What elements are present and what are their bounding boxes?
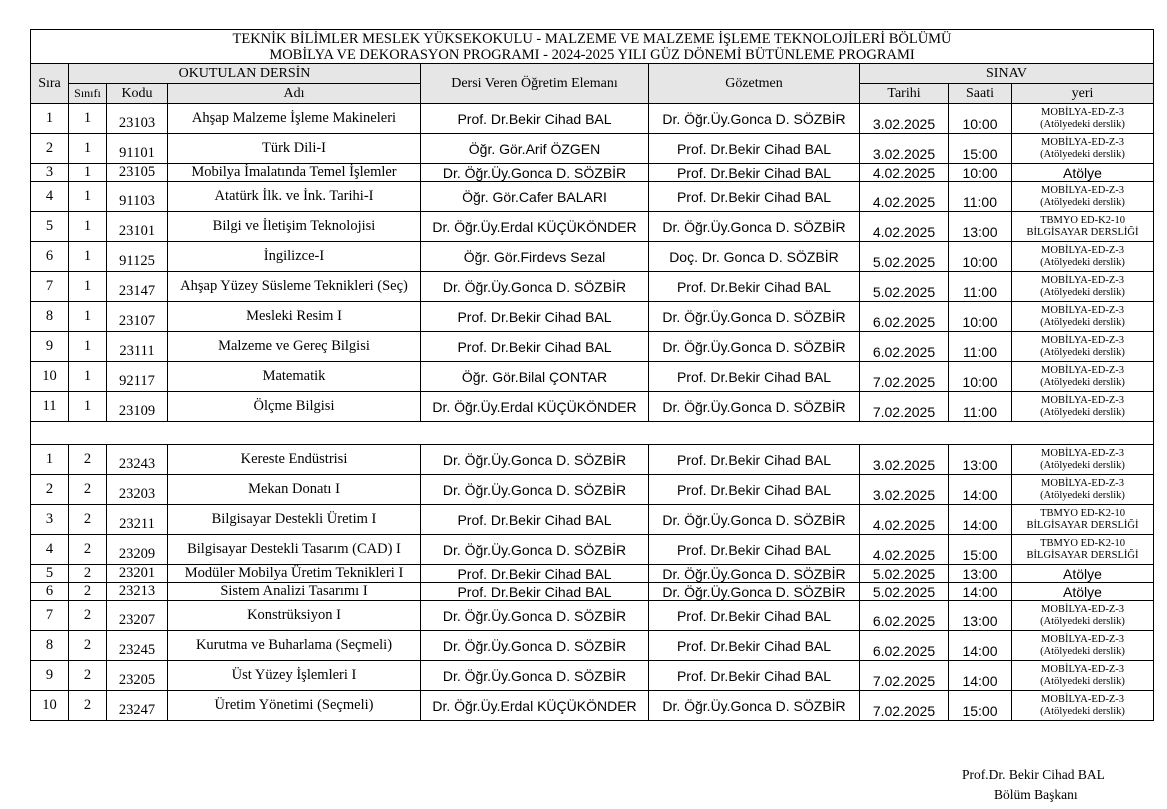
table-row [31,302,1154,332]
table-spacer [31,422,1154,445]
yer-line-2: (Atölyedeki derslik) [1040,489,1125,501]
cell-tarih: 6.02.2025 [860,601,949,631]
cell-ders-adi: Bilgi ve İletişim Teknolojisi [168,212,421,242]
cell-tarih: 3.02.2025 [860,134,949,164]
table-row [31,392,1154,422]
table-row [31,104,1154,134]
cell-gozetmen: Dr. Öğr.Üy.Gonca D. SÖZBİR [649,302,860,332]
cell-saat: 15:00 [949,535,1012,565]
cell-sinif: 2 [69,691,107,721]
cell-ogretim-elemani: Dr. Öğr.Üy.Erdal KÜÇÜKÖNDER [421,392,649,422]
cell-saat: 14:00 [949,475,1012,505]
cell-kod: 23213 [107,583,168,601]
table-row [31,631,1154,661]
cell-kod: 91125 [107,242,168,272]
cell-gozetmen: Prof. Dr.Bekir Cihad BAL [649,535,860,565]
cell-gozetmen: Dr. Öğr.Üy.Gonca D. SÖZBİR [649,392,860,422]
cell-gozetmen: Dr. Öğr.Üy.Gonca D. SÖZBİR [649,212,860,242]
cell-sira: 4 [31,535,69,565]
cell-yer [1012,445,1154,475]
signature-block [962,765,1142,805]
yer-line-1: MOBİLYA-ED-Z-3 [1041,136,1124,148]
cell-sinif: 1 [69,134,107,164]
yer-line-2: (Atölyedeki derslik) [1040,316,1125,328]
header-sinifi: Sınıfı [69,84,107,104]
yer-line-1: MOBİLYA-ED-Z-3 [1041,334,1124,346]
cell-tarih: 5.02.2025 [860,583,949,601]
cell-saat: 10:00 [949,302,1012,332]
header-sira: Sıra [31,64,69,104]
table-row [31,601,1154,631]
cell-kod: 23103 [107,104,168,134]
cell-sira: 2 [31,134,69,164]
cell-sira: 11 [31,392,69,422]
cell-kod: 23205 [107,661,168,691]
cell-sinif: 1 [69,164,107,182]
yer-line-1: Atölye [1063,583,1102,600]
yer-line-2: (Atölyedeki derslik) [1040,705,1125,717]
cell-yer [1012,583,1154,601]
cell-yer [1012,601,1154,631]
cell-gozetmen: Dr. Öğr.Üy.Gonca D. SÖZBİR [649,104,860,134]
cell-sira: 4 [31,182,69,212]
cell-gozetmen: Prof. Dr.Bekir Cihad BAL [649,631,860,661]
cell-kod: 23105 [107,164,168,182]
cell-yer [1012,212,1154,242]
cell-gozetmen: Prof. Dr.Bekir Cihad BAL [649,362,860,392]
cell-kod: 23147 [107,272,168,302]
cell-gozetmen: Dr. Öğr.Üy.Gonca D. SÖZBİR [649,691,860,721]
cell-saat: 10:00 [949,362,1012,392]
cell-sinif: 1 [69,104,107,134]
yer-line-1: MOBİLYA-ED-Z-3 [1041,693,1124,705]
cell-sira: 8 [31,631,69,661]
cell-gozetmen: Dr. Öğr.Üy.Gonca D. SÖZBİR [649,583,860,601]
cell-ders-adi: Bilgisayar Destekli Üretim I [168,505,421,535]
cell-yer [1012,332,1154,362]
cell-kod: 91103 [107,182,168,212]
cell-ders-adi: Mobilya İmalatında Temel İşlemler [168,164,421,182]
table-row [31,272,1154,302]
cell-ogretim-elemani: Dr. Öğr.Üy.Gonca D. SÖZBİR [421,164,649,182]
cell-gozetmen: Prof. Dr.Bekir Cihad BAL [649,661,860,691]
table-row [31,134,1154,164]
yer-line-2: (Atölyedeki derslik) [1040,645,1125,657]
cell-tarih: 7.02.2025 [860,661,949,691]
cell-yer [1012,565,1154,583]
cell-sinif: 1 [69,392,107,422]
yer-line-2: (Atölyedeki derslik) [1040,286,1125,298]
yer-line-2: (Atölyedeki derslik) [1040,459,1125,471]
yer-line-1: MOBİLYA-ED-Z-3 [1041,603,1124,615]
yer-line-2: (Atölyedeki derslik) [1040,118,1125,130]
yer-line-1: MOBİLYA-ED-Z-3 [1041,184,1124,196]
cell-ogretim-elemani: Dr. Öğr.Üy.Gonca D. SÖZBİR [421,661,649,691]
cell-yer [1012,631,1154,661]
yer-line-1: TBMYO ED-K2-10 [1040,507,1125,519]
cell-ders-adi: Üretim Yönetimi (Seçmeli) [168,691,421,721]
cell-saat: 11:00 [949,272,1012,302]
cell-ogretim-elemani: Dr. Öğr.Üy.Gonca D. SÖZBİR [421,445,649,475]
cell-gozetmen: Prof. Dr.Bekir Cihad BAL [649,445,860,475]
cell-gozetmen: Prof. Dr.Bekir Cihad BAL [649,134,860,164]
cell-yer [1012,392,1154,422]
cell-ogretim-elemani: Prof. Dr.Bekir Cihad BAL [421,302,649,332]
table-row [31,505,1154,535]
cell-yer [1012,242,1154,272]
table-row [31,212,1154,242]
cell-sinif: 1 [69,182,107,212]
yer-line-1: TBMYO ED-K2-10 [1040,537,1125,549]
cell-yer [1012,535,1154,565]
table-row [31,475,1154,505]
cell-saat: 11:00 [949,392,1012,422]
cell-ders-adi: Mesleki Resim I [168,302,421,332]
cell-saat: 14:00 [949,661,1012,691]
cell-yer [1012,182,1154,212]
cell-tarih: 3.02.2025 [860,445,949,475]
yer-line-2: (Atölyedeki derslik) [1040,675,1125,687]
cell-sira: 5 [31,565,69,583]
cell-saat: 13:00 [949,601,1012,631]
title-line-2: MOBİLYA VE DEKORASYON PROGRAMI - 2024-2025 YILI GÜZ DÖNEMİ BÜTÜNLEME PROGRAMI [269,46,915,63]
cell-tarih: 5.02.2025 [860,242,949,272]
cell-kod: 23247 [107,691,168,721]
cell-sinif: 2 [69,565,107,583]
cell-saat: 10:00 [949,104,1012,134]
table-body-class-2 [31,445,1154,721]
cell-gozetmen: Prof. Dr.Bekir Cihad BAL [649,182,860,212]
yer-line-1: Atölye [1063,565,1102,582]
cell-yer [1012,661,1154,691]
cell-kod: 23207 [107,601,168,631]
cell-yer [1012,362,1154,392]
cell-tarih: 6.02.2025 [860,332,949,362]
cell-ders-adi: Ahşap Malzeme İşleme Makineleri [168,104,421,134]
cell-gozetmen: Doç. Dr. Gonca D. SÖZBİR [649,242,860,272]
cell-kod: 23211 [107,505,168,535]
cell-sinif: 1 [69,212,107,242]
cell-saat: 13:00 [949,565,1012,583]
cell-sinif: 1 [69,242,107,272]
cell-sinif: 1 [69,332,107,362]
cell-tarih: 5.02.2025 [860,272,949,302]
cell-sira: 6 [31,583,69,601]
cell-sinif: 2 [69,475,107,505]
yer-line-2: (Atölyedeki derslik) [1040,148,1125,160]
header-tarihi: Tarihi [860,84,949,104]
table-row [31,332,1154,362]
header-saati: Saati [949,84,1012,104]
table-body-class-1 [31,104,1154,422]
cell-sinif: 1 [69,362,107,392]
cell-gozetmen: Dr. Öğr.Üy.Gonca D. SÖZBİR [649,505,860,535]
cell-tarih: 4.02.2025 [860,535,949,565]
yer-line-1: MOBİLYA-ED-Z-3 [1041,394,1124,406]
title-line-1: TEKNİK BİLİMLER MESLEK YÜKSEKOKULU - MALZEME VE MALZEME İŞLEME TEKNOLOJİLERİ BÖLÜMÜ [232,30,952,47]
cell-yer [1012,691,1154,721]
cell-saat: 14:00 [949,583,1012,601]
cell-sira: 5 [31,212,69,242]
cell-tarih: 7.02.2025 [860,691,949,721]
cell-saat: 10:00 [949,242,1012,272]
cell-ogretim-elemani: Öğr. Gör.Bilal ÇONTAR [421,362,649,392]
yer-line-1: MOBİLYA-ED-Z-3 [1041,477,1124,489]
cell-saat: 14:00 [949,505,1012,535]
cell-yer [1012,272,1154,302]
cell-saat: 14:00 [949,631,1012,661]
yer-line-2: BİLGİSAYAR DERSLİĞİ [1026,549,1139,561]
cell-ders-adi: Malzeme ve Gereç Bilgisi [168,332,421,362]
cell-sira: 6 [31,242,69,272]
cell-ders-adi: Sistem Analizi Tasarımı I [168,583,421,601]
cell-sinif: 1 [69,272,107,302]
cell-ogretim-elemani: Dr. Öğr.Üy.Gonca D. SÖZBİR [421,601,649,631]
cell-sira: 9 [31,661,69,691]
cell-ders-adi: Ahşap Yüzey Süsleme Teknikleri (Seç) [168,272,421,302]
cell-saat: 10:00 [949,164,1012,182]
spacer-row [31,422,1154,445]
yer-line-1: MOBİLYA-ED-Z-3 [1041,633,1124,645]
cell-gozetmen: Prof. Dr.Bekir Cihad BAL [649,272,860,302]
cell-kod: 23209 [107,535,168,565]
yer-line-1: MOBİLYA-ED-Z-3 [1041,364,1124,376]
header-ogretim-elemani: Dersi Veren Öğretim Elemanı [421,64,649,104]
cell-saat: 11:00 [949,332,1012,362]
header-okutulan-dersin: OKUTULAN DERSİN [69,64,421,84]
cell-kod: 23109 [107,392,168,422]
cell-ogretim-elemani: Prof. Dr.Bekir Cihad BAL [421,583,649,601]
cell-ders-adi: Bilgisayar Destekli Tasarım (CAD) I [168,535,421,565]
cell-ogretim-elemani: Prof. Dr.Bekir Cihad BAL [421,104,649,134]
cell-kod: 23243 [107,445,168,475]
cell-tarih: 4.02.2025 [860,164,949,182]
cell-sinif: 2 [69,661,107,691]
cell-sira: 1 [31,445,69,475]
yer-line-1: MOBİLYA-ED-Z-3 [1041,106,1124,118]
cell-gozetmen: Prof. Dr.Bekir Cihad BAL [649,601,860,631]
cell-sira: 7 [31,601,69,631]
cell-kod: 23201 [107,565,168,583]
yer-line-1: MOBİLYA-ED-Z-3 [1041,663,1124,675]
cell-yer [1012,134,1154,164]
cell-gozetmen: Prof. Dr.Bekir Cihad BAL [649,164,860,182]
cell-ders-adi: Kereste Endüstrisi [168,445,421,475]
cell-gozetmen: Dr. Öğr.Üy.Gonca D. SÖZBİR [649,565,860,583]
yer-line-2: BİLGİSAYAR DERSLİĞİ [1026,519,1139,531]
cell-saat: 15:00 [949,134,1012,164]
cell-saat: 11:00 [949,182,1012,212]
cell-tarih: 5.02.2025 [860,565,949,583]
table-row [31,535,1154,565]
cell-tarih: 6.02.2025 [860,631,949,661]
yer-line-1: MOBİLYA-ED-Z-3 [1041,274,1124,286]
yer-line-2: (Atölyedeki derslik) [1040,406,1125,418]
yer-line-2: (Atölyedeki derslik) [1040,346,1125,358]
cell-ogretim-elemani: Dr. Öğr.Üy.Gonca D. SÖZBİR [421,535,649,565]
table-row [31,565,1154,583]
cell-yer [1012,104,1154,134]
cell-kod: 92117 [107,362,168,392]
cell-ogretim-elemani: Dr. Öğr.Üy.Gonca D. SÖZBİR [421,631,649,661]
cell-ders-adi: Mekan Donatı I [168,475,421,505]
cell-gozetmen: Dr. Öğr.Üy.Gonca D. SÖZBİR [649,332,860,362]
table-row [31,691,1154,721]
signature-title: Bölüm Başkanı [994,787,1078,802]
cell-yer [1012,164,1154,182]
cell-sinif: 1 [69,302,107,332]
cell-ogretim-elemani: Prof. Dr.Bekir Cihad BAL [421,565,649,583]
cell-yer [1012,505,1154,535]
yer-line-2: (Atölyedeki derslik) [1040,376,1125,388]
cell-ders-adi: Üst Yüzey İşlemleri I [168,661,421,691]
cell-ogretim-elemani: Öğr. Gör.Cafer BALARI [421,182,649,212]
cell-sira: 1 [31,104,69,134]
cell-ders-adi: Matematik [168,362,421,392]
cell-sira: 10 [31,362,69,392]
cell-tarih: 3.02.2025 [860,104,949,134]
header-adi: Adı [168,84,421,104]
cell-ogretim-elemani: Prof. Dr.Bekir Cihad BAL [421,505,649,535]
header-kodu: Kodu [107,84,168,104]
yer-line-1: TBMYO ED-K2-10 [1040,214,1125,226]
cell-gozetmen: Prof. Dr.Bekir Cihad BAL [649,475,860,505]
table-row [31,164,1154,182]
table-row [31,661,1154,691]
cell-sinif: 2 [69,601,107,631]
cell-kod: 23111 [107,332,168,362]
cell-sira: 10 [31,691,69,721]
cell-saat: 13:00 [949,212,1012,242]
cell-tarih: 7.02.2025 [860,362,949,392]
cell-tarih: 6.02.2025 [860,302,949,332]
cell-tarih: 4.02.2025 [860,505,949,535]
cell-sinif: 2 [69,631,107,661]
cell-yer [1012,302,1154,332]
cell-saat: 15:00 [949,691,1012,721]
cell-kod: 23203 [107,475,168,505]
cell-ogretim-elemani: Prof. Dr.Bekir Cihad BAL [421,332,649,362]
yer-line-2: BİLGİSAYAR DERSLİĞİ [1026,226,1139,238]
cell-ders-adi: Ölçme Bilgisi [168,392,421,422]
cell-ders-adi: Atatürk İlk. ve İnk. Tarihi-I [168,182,421,212]
cell-sira: 3 [31,505,69,535]
cell-sinif: 2 [69,583,107,601]
yer-line-2: (Atölyedeki derslik) [1040,256,1125,268]
cell-tarih: 3.02.2025 [860,475,949,505]
yer-line-2: (Atölyedeki derslik) [1040,615,1125,627]
cell-sinif: 2 [69,445,107,475]
cell-ogretim-elemani: Dr. Öğr.Üy.Gonca D. SÖZBİR [421,272,649,302]
cell-ogretim-elemani: Dr. Öğr.Üy.Gonca D. SÖZBİR [421,475,649,505]
cell-sira: 9 [31,332,69,362]
cell-sira: 3 [31,164,69,182]
table-title [31,30,1154,64]
cell-ders-adi: Türk Dili-I [168,134,421,164]
table-row [31,362,1154,392]
cell-sira: 8 [31,302,69,332]
yer-line-1: MOBİLYA-ED-Z-3 [1041,304,1124,316]
table-row [31,583,1154,601]
yer-line-1: Atölye [1063,164,1102,181]
cell-saat: 13:00 [949,445,1012,475]
cell-ogretim-elemani: Dr. Öğr.Üy.Erdal KÜÇÜKÖNDER [421,691,649,721]
table-row [31,445,1154,475]
cell-kod: 23101 [107,212,168,242]
yer-line-1: MOBİLYA-ED-Z-3 [1041,244,1124,256]
cell-ders-adi: Modüler Mobilya Üretim Teknikleri I [168,565,421,583]
table-row [31,182,1154,212]
header-gozetmen: Gözetmen [649,64,860,104]
cell-tarih: 4.02.2025 [860,212,949,242]
cell-tarih: 7.02.2025 [860,392,949,422]
cell-ders-adi: Konstrüksiyon I [168,601,421,631]
cell-ogretim-elemani: Dr. Öğr.Üy.Erdal KÜÇÜKÖNDER [421,212,649,242]
cell-tarih: 4.02.2025 [860,182,949,212]
table-row [31,242,1154,272]
exam-schedule-table [30,29,1154,721]
cell-sinif: 2 [69,505,107,535]
cell-ogretim-elemani: Öğr. Gör.Arif ÖZGEN [421,134,649,164]
header-yeri: yeri [1012,84,1154,104]
cell-yer [1012,475,1154,505]
signature-name: Prof.Dr. Bekir Cihad BAL [962,767,1105,782]
cell-sira: 7 [31,272,69,302]
cell-sira: 2 [31,475,69,505]
yer-line-2: (Atölyedeki derslik) [1040,196,1125,208]
yer-line-1: MOBİLYA-ED-Z-3 [1041,447,1124,459]
cell-ders-adi: Kurutma ve Buharlama (Seçmeli) [168,631,421,661]
cell-sinif: 2 [69,535,107,565]
header-sinav: SINAV [860,64,1154,84]
cell-kod: 23245 [107,631,168,661]
cell-ogretim-elemani: Öğr. Gör.Firdevs Sezal [421,242,649,272]
cell-ders-adi: İngilizce-I [168,242,421,272]
cell-kod: 23107 [107,302,168,332]
cell-kod: 91101 [107,134,168,164]
